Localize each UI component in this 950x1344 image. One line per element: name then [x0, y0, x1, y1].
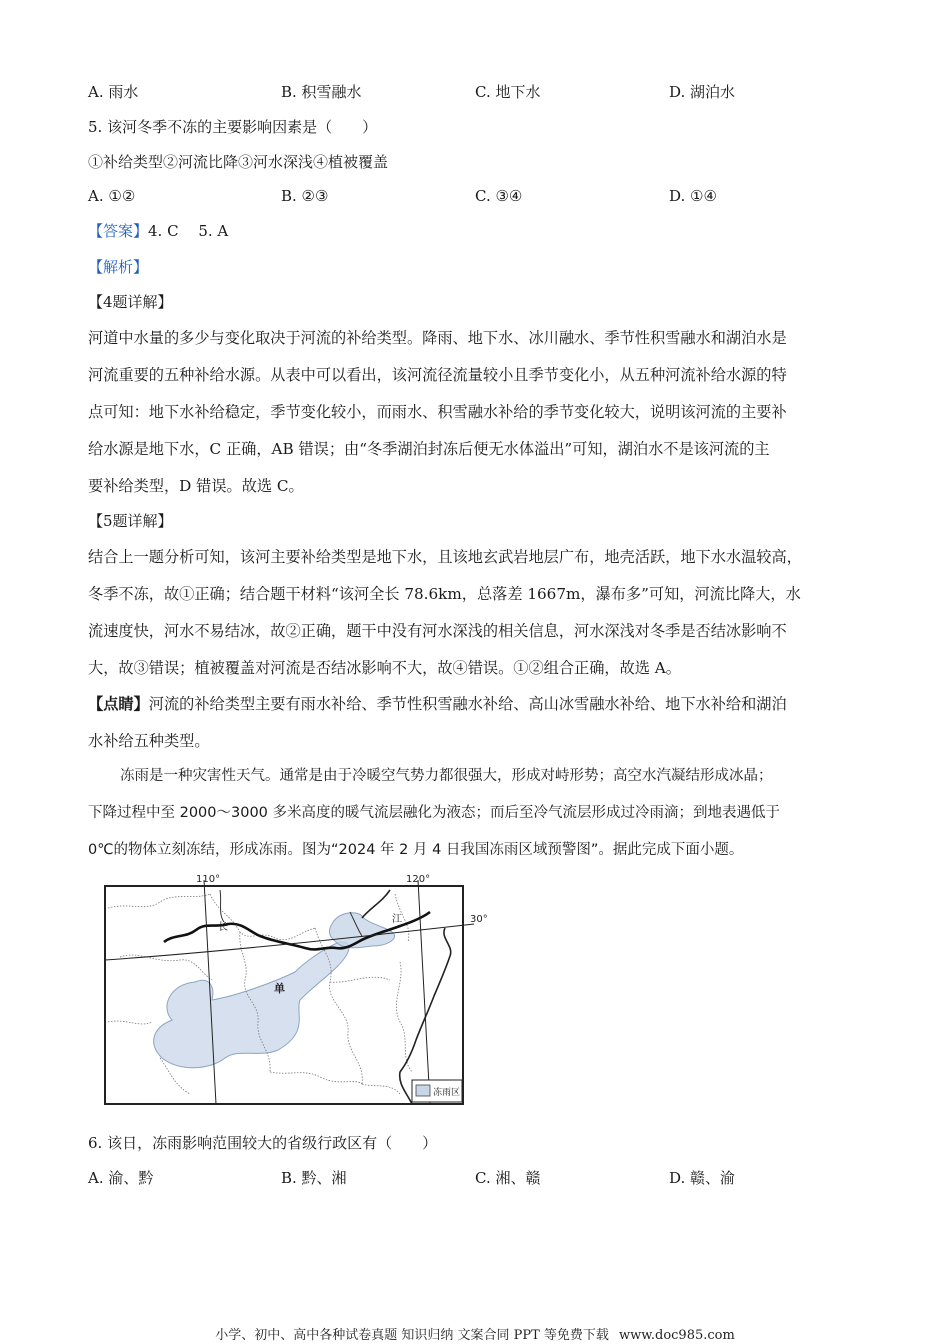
answer-text: 4. C 5. A: [148, 222, 229, 240]
q5-option-d: D. ①④: [669, 187, 717, 205]
legend-swatch: [416, 1085, 430, 1096]
q4-detail-line: 要补给类型，D 错误。故选 C。: [88, 477, 304, 495]
q4-option-c: C. 地下水: [475, 83, 541, 101]
q5-detail-line: 冬季不冻，故①正确；结合题干材料“该河全长 78.6km，总落差 1667m，瀑布多”可知，河流比降大，水: [88, 585, 801, 603]
q5-detail-tag: 【5题详解】: [88, 512, 173, 530]
legend-label: 冻雨区: [433, 1088, 461, 1098]
q4-detail-tag: 【4题详解】: [88, 293, 173, 311]
q6-option-d: D. 赣、渝: [669, 1169, 736, 1187]
label-lon-120: 120°: [406, 874, 431, 885]
freezing-rain-warning-map: [100, 872, 496, 1108]
q5-option-c: C. ③④: [475, 187, 523, 205]
material-line: 0℃的物体立刻冻结，形成冻雨。图为“2024 年 2 月 4 日我国冻雨区域预警图”。据此完成下面小题。: [88, 842, 744, 858]
q5-option-a: A. ①②: [88, 187, 136, 205]
q4-option-b: B. 积雪融水: [281, 83, 362, 101]
q4-detail-line: 河道中水量的多少与变化取决于河流的补给类型。降雨、地下水、冰川融水、季节性积雪融水和湖泊水是: [88, 329, 787, 347]
analysis-tag: 【解析】: [88, 258, 149, 276]
q6-stem: 6. 该日，冻雨影响范围较大的省级行政区有（ ）: [88, 1134, 438, 1152]
q4-detail-line: 点可知：地下水补给稳定，季节变化较小，而雨水、积雪融水补给的季节变化较大，说明该河流的主要补: [88, 403, 787, 421]
q6-option-b: B. 黔、湘: [281, 1169, 347, 1187]
q5-stem: 5. 该河冬季不冻的主要影响因素是（ ）: [88, 118, 378, 136]
q5-factors: ①补给类型②河流比降③河水深浅④植被覆盖: [88, 153, 389, 171]
answer-line: [88, 221, 228, 241]
q5-option-b: B. ②③: [281, 187, 329, 205]
q4-detail-line: 给水源是地下水，C 正确，AB 错误；由“冬季湖泊封冻后便无水体溢出”可知，湖泊水不是该河流的主: [88, 440, 770, 458]
material-line: 下降过程中至 2000～3000 多米高度的暖气流层融化为液态；而后至冷气流层形成过冷雨滴；到地表遇低于: [88, 805, 781, 821]
label-lon-110: 110°: [196, 874, 221, 885]
tip-line-2: 水补给五种类型。: [88, 732, 210, 750]
q5-detail-line: 流速度快，河水不易结冰，故②正确，题干中没有河水深浅的相关信息，河水深浅对冬季是否结冰影响不: [88, 622, 787, 640]
tip-line: [88, 694, 787, 714]
label-river-char-2: 江: [392, 914, 402, 925]
label-river-char-1: 长: [218, 922, 228, 933]
footer-text: 小学、初中、高中各种试卷真题 知识归纳 文案合同 PPT 等免费下载: [215, 1328, 609, 1343]
tip-text: 河流的补给类型主要有雨水补给、季节性积雪融水补给、高山冰雪融水补给、地下水补给和湖泊: [148, 695, 787, 713]
q6-option-c: C. 湘、赣: [475, 1169, 541, 1187]
tip-tag: 【点睛】: [88, 695, 149, 713]
q5-detail-line: 大，故③错误；植被覆盖对河流是否结冰影响不大，故④错误。①②组合正确，故选 A。: [88, 659, 681, 677]
label-lat-30: 30°: [470, 914, 488, 925]
q5-detail-line: 结合上一题分析可知，该河主要补给类型是地下水，且该地玄武岩地层广布，地壳活跃，地下水水温较高，: [88, 548, 802, 566]
q4-option-a: A. 雨水: [88, 83, 139, 101]
page-footer: [0, 1324, 950, 1343]
q4-detail-line: 河流重要的五种补给水源。从表中可以看出，该河流径流量较小且季节变化小，从五种河流补给水源的特: [88, 366, 787, 384]
q6-option-a: A. 渝、黔: [88, 1169, 154, 1187]
footer-link[interactable]: www.doc985.com: [619, 1328, 735, 1343]
label-city-char: 单: [274, 982, 285, 995]
q4-option-d: D. 湖泊水: [669, 83, 736, 101]
answer-tag: 【答案】: [88, 222, 149, 240]
material-line: 冻雨是一种灾害性天气。通常是由于冷暖空气势力都很强大，形成对峙形势；高空水汽凝结形成冰晶；: [120, 768, 773, 784]
